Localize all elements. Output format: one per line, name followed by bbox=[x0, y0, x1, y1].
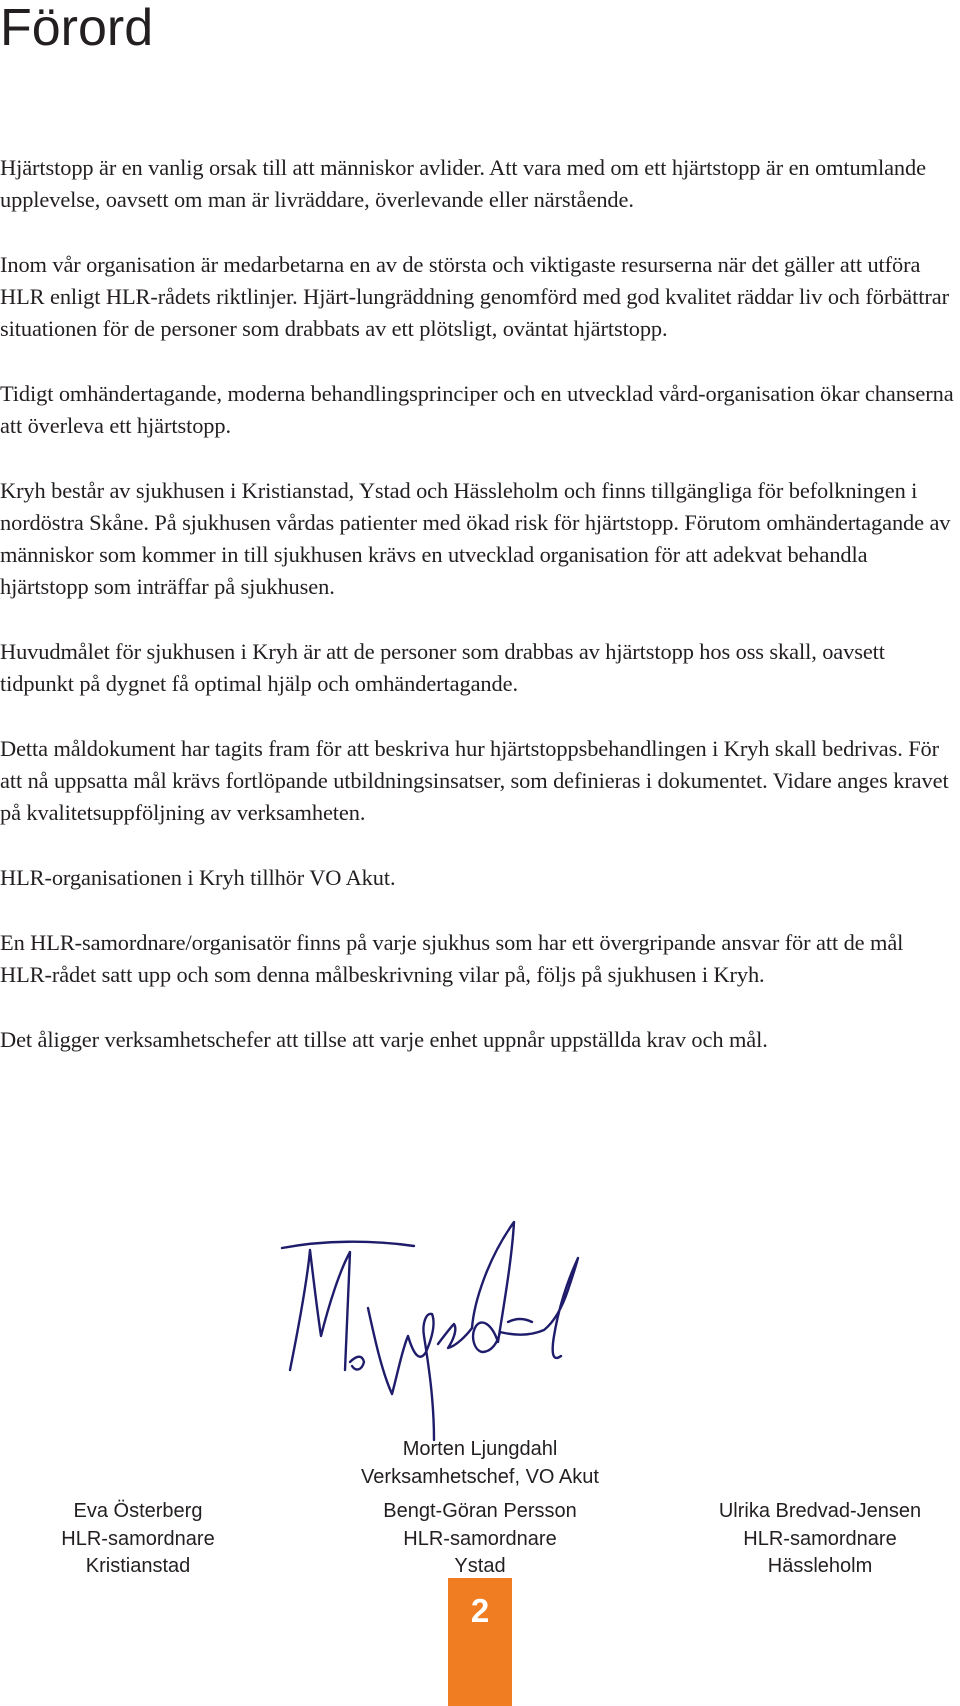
coordinator-role: HLR-samordnare bbox=[743, 1527, 897, 1550]
coordinator-role: HLR-samordnare bbox=[403, 1527, 557, 1550]
paragraph: Det åligger verksamhetschefer att tillse att varje enhet uppnår uppställda krav och mål. bbox=[0, 1027, 768, 1052]
page-title: Förord bbox=[0, 0, 154, 57]
signatory-name: Morten Ljungdahl bbox=[402, 1438, 558, 1460]
paragraph: En HLR-samordnare/organisatör finns på varje sjukhus som har ett övergripande ansvar för att de mål HLR-rådet satt upp och som denna målbeskrivning vilar på, följs på sjukhusen i Kryh. bbox=[0, 930, 904, 987]
paragraph: Hjärtstopp är en vanlig orsak till att människor avlider. Att vara med om ett hjärtstopp är en omtumlande upplevelse, oavsett om man är livräddare, överlevande eller närstående. bbox=[0, 155, 926, 212]
signatory-block bbox=[330, 1436, 630, 1491]
paragraph: Tidigt omhändertagande, moderna behandlingsprinciper och en utvecklad vård-organisation ökar chanserna att överleva ett hjärtstopp. bbox=[0, 381, 954, 438]
coordinator-location: Kristianstad bbox=[85, 1555, 191, 1577]
handwritten-signature bbox=[276, 1212, 636, 1442]
coordinator-name: Ulrika Bredvad-Jensen bbox=[718, 1500, 922, 1522]
coordinator-block bbox=[330, 1498, 630, 1581]
coordinator-location: Hässleholm bbox=[767, 1555, 873, 1577]
coordinator-block bbox=[680, 1498, 960, 1581]
coordinator-role: HLR-samordnare bbox=[61, 1527, 215, 1550]
coordinator-name: Eva Österberg bbox=[73, 1500, 203, 1522]
paragraph: HLR-organisationen i Kryh tillhör VO Akut. bbox=[0, 865, 396, 890]
page-number: 2 bbox=[470, 1592, 490, 1629]
paragraph: Huvudmålet för sjukhusen i Kryh är att de personer som drabbas av hjärtstopp hos oss skall, oavsett tidpunkt på dygnet få optimal hjälp och omhändertagande. bbox=[0, 639, 885, 696]
foreword-text bbox=[0, 152, 960, 1089]
paragraph: Inom vår organisation är medarbetarna en av de största och viktigaste resurserna när det gäller att utföra HLR enligt HLR-rådets riktlinjer. Hjärt-lungräddning genomförd med god kvalitet räddar liv och förbättrar situationen för de personer som drabbats av ett plötsligt, oväntat hjärtstopp. bbox=[0, 252, 949, 341]
page-number-tab bbox=[448, 1578, 512, 1706]
paragraph: Detta måldokument har tagits fram för att beskriva hur hjärtstoppsbehandlingen i Kryh skall bedrivas. För att nå uppsatta mål krävs fortlöpande utbildningsinsatser, som definieras i dokumentet. Vidare anges kravet på kvalitetsuppföljning av verksamheten. bbox=[0, 736, 949, 825]
signatory-role: Verksamhetschef, VO Akut bbox=[361, 1465, 599, 1488]
paragraph: Kryh består av sjukhusen i Kristianstad, Ystad och Hässleholm och finns tillgängliga för befolkningen i nordöstra Skåne. På sjukhusen vårdas patienter med ökad risk för hjärtstopp. Förutom omhändertagande av människor som kommer in till sjukhusen krävs en utvecklad organisation för att adekvat behandla hjärtstopp som inträffar på sjukhusen. bbox=[0, 478, 951, 599]
coordinator-name: Bengt-Göran Persson bbox=[383, 1500, 577, 1522]
coordinator-location: Ystad bbox=[454, 1555, 506, 1577]
coordinator-block bbox=[18, 1498, 258, 1581]
